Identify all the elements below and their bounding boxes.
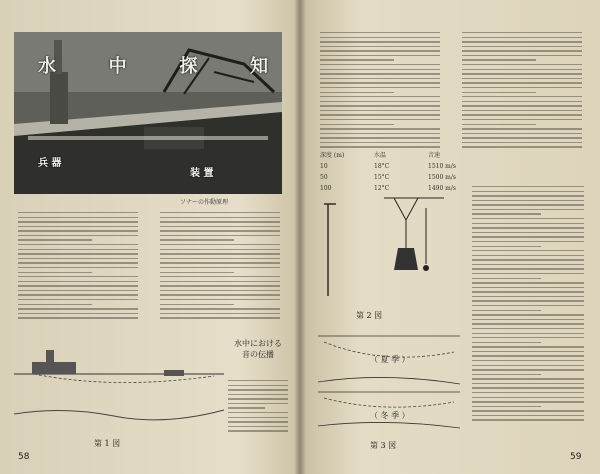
text-line	[320, 92, 394, 93]
text-line	[472, 191, 584, 192]
text-line	[160, 226, 280, 227]
text-line	[320, 119, 440, 120]
table-header-row	[320, 150, 468, 159]
text-line	[320, 142, 440, 143]
text-line	[320, 137, 440, 138]
text-line	[228, 412, 288, 413]
text-line	[462, 96, 582, 97]
text-line	[320, 87, 440, 88]
text-line	[18, 285, 138, 286]
text-line	[472, 406, 541, 407]
text-line	[472, 218, 584, 219]
text-line	[462, 137, 582, 138]
text-line	[472, 369, 584, 370]
text-line	[472, 374, 541, 375]
text-line	[472, 383, 584, 384]
text-line	[472, 300, 584, 301]
text-line	[18, 276, 138, 277]
text-line	[472, 195, 584, 196]
table-row	[320, 163, 468, 170]
text-line	[462, 73, 582, 74]
text-line	[472, 213, 541, 214]
text-line	[320, 50, 440, 51]
text-line	[462, 78, 582, 79]
table-cell: 50	[320, 174, 328, 181]
text-line	[18, 294, 138, 295]
table-cell: 10	[320, 163, 328, 170]
text-line	[472, 273, 584, 274]
text-line	[228, 380, 288, 381]
text-line	[160, 317, 280, 318]
text-line	[472, 255, 584, 256]
text-line	[472, 392, 584, 393]
text-line	[320, 96, 440, 97]
text-line	[160, 281, 280, 282]
photo-title-char: 水	[38, 56, 56, 77]
text-line	[462, 64, 582, 65]
text-line	[228, 385, 288, 386]
text-line	[18, 272, 92, 273]
text-line	[462, 124, 536, 125]
text-line	[320, 59, 394, 60]
text-line	[320, 46, 440, 47]
text-line	[472, 415, 584, 416]
photo-label-left: 兵 器	[38, 158, 62, 169]
text-line	[18, 226, 138, 227]
text-line	[160, 299, 280, 300]
text-line	[472, 342, 541, 343]
text-line	[472, 250, 584, 251]
photo-label-right: 装 置	[190, 168, 214, 179]
text-line	[472, 378, 584, 379]
text-line	[472, 209, 584, 210]
text-line	[462, 92, 536, 93]
text-line	[472, 232, 584, 233]
text-line	[320, 146, 440, 147]
text-line	[18, 212, 138, 213]
text-line	[462, 59, 536, 60]
text-line	[228, 430, 288, 431]
text-line	[228, 398, 288, 399]
text-line	[472, 204, 584, 205]
text-line	[320, 55, 440, 56]
table-header-cell: 水温	[374, 152, 387, 159]
text-line	[160, 249, 280, 250]
text-line	[18, 235, 138, 236]
text-line	[320, 41, 440, 42]
text-line	[462, 50, 582, 51]
text-line	[472, 333, 584, 334]
text-line	[472, 227, 584, 228]
side-caption-line: 水中における	[234, 339, 282, 348]
text-line	[320, 114, 440, 115]
text-line	[462, 105, 582, 106]
text-line	[472, 397, 584, 398]
table-header-cell: 音速	[428, 152, 441, 159]
text-line	[18, 230, 138, 231]
text-line	[462, 110, 582, 111]
text-line	[320, 64, 440, 65]
text-line	[472, 387, 584, 388]
photo-caption: ソナーの作動原理	[180, 199, 229, 206]
text-line	[462, 114, 582, 115]
text-line	[18, 239, 92, 240]
table-cell: 1500 m/s	[428, 174, 456, 181]
text-line	[160, 290, 280, 291]
figure-1-label: 第 1 図	[94, 439, 121, 448]
right-text-block-side	[472, 186, 584, 442]
page-number-left: 58	[18, 452, 30, 462]
figure-3-label: 第 3 図	[370, 441, 397, 450]
text-line	[18, 253, 138, 254]
figure-2-label: 第 2 図	[356, 311, 383, 320]
text-line	[320, 124, 394, 125]
table-cell: 1510 m/s	[428, 163, 456, 170]
text-line	[462, 55, 582, 56]
text-line	[472, 355, 584, 356]
text-line	[160, 258, 280, 259]
text-line	[18, 281, 138, 282]
side-caption-line: 音の伝播	[242, 350, 274, 359]
text-column	[18, 212, 138, 322]
text-line	[472, 314, 584, 315]
text-line	[462, 101, 582, 102]
text-line	[472, 360, 584, 361]
text-line	[18, 267, 138, 268]
table-cell: 12°C	[374, 185, 390, 192]
submarine-photo	[14, 32, 282, 194]
side-caption	[228, 338, 288, 360]
text-line	[228, 403, 288, 404]
page-number-right: 59	[570, 452, 582, 462]
text-line	[320, 82, 440, 83]
text-line	[472, 186, 584, 187]
text-line	[160, 308, 280, 309]
text-line	[472, 236, 584, 237]
text-line	[160, 304, 234, 305]
text-line	[18, 258, 138, 259]
text-column	[462, 32, 582, 150]
text-column	[160, 212, 280, 322]
table-cell: 18°C	[374, 163, 390, 170]
text-line	[462, 142, 582, 143]
figure-3-bottom-caption: （ 冬 季 ）	[370, 411, 410, 420]
figure-1-diagram	[14, 340, 226, 436]
text-line	[472, 264, 584, 265]
text-line	[228, 407, 265, 408]
text-line	[472, 291, 584, 292]
text-line	[228, 421, 288, 422]
text-line	[462, 46, 582, 47]
table-row	[320, 174, 468, 181]
text-line	[160, 262, 280, 263]
table-cell: 15°C	[374, 174, 390, 181]
text-line	[18, 221, 138, 222]
text-line	[18, 317, 138, 318]
text-line	[462, 87, 582, 88]
left-side-text	[228, 380, 288, 440]
photo-title-char: 探	[179, 56, 198, 77]
text-line	[160, 313, 280, 314]
text-line	[160, 244, 280, 245]
text-line	[18, 290, 138, 291]
text-line	[472, 337, 584, 338]
text-line	[472, 310, 541, 311]
text-line	[462, 41, 582, 42]
text-line	[472, 328, 584, 329]
text-line	[320, 37, 440, 38]
text-line	[160, 285, 280, 286]
table-cell: 100	[320, 185, 332, 192]
text-line	[228, 417, 288, 418]
text-line	[462, 82, 582, 83]
text-line	[462, 37, 582, 38]
text-line	[320, 133, 440, 134]
text-line	[18, 304, 92, 305]
text-line	[160, 212, 280, 213]
figure-2-diagram	[314, 186, 454, 310]
text-line	[160, 276, 280, 277]
text-line	[320, 128, 440, 129]
text-line	[320, 78, 440, 79]
text-line	[472, 319, 584, 320]
text-line	[472, 241, 584, 242]
right-text-block-top	[320, 32, 582, 150]
text-line	[320, 73, 440, 74]
text-line	[472, 296, 584, 297]
text-line	[160, 272, 234, 273]
text-line	[472, 278, 541, 279]
photo-title	[38, 52, 268, 78]
text-line	[472, 223, 584, 224]
text-line	[472, 287, 584, 288]
text-column	[472, 186, 584, 442]
text-line	[320, 69, 440, 70]
text-line	[472, 351, 584, 352]
text-line	[18, 299, 138, 300]
text-line	[18, 217, 138, 218]
text-line	[472, 323, 584, 324]
text-line	[472, 419, 584, 420]
text-line	[160, 239, 234, 240]
text-line	[320, 32, 440, 33]
text-line	[160, 221, 280, 222]
text-line	[228, 426, 288, 427]
text-line	[228, 394, 288, 395]
text-line	[472, 365, 584, 366]
text-line	[462, 119, 582, 120]
text-column	[320, 32, 440, 150]
text-line	[472, 200, 584, 201]
table-header-cell: 深度 (m)	[320, 152, 345, 159]
left-text-block	[18, 212, 280, 322]
text-line	[472, 401, 584, 402]
text-line	[18, 308, 138, 309]
text-line	[18, 249, 138, 250]
text-line	[160, 294, 280, 295]
text-line	[472, 282, 584, 283]
text-line	[320, 110, 440, 111]
text-line	[472, 268, 584, 269]
figure-3-top-caption: （ 夏 季 ）	[370, 355, 410, 364]
text-line	[472, 346, 584, 347]
text-line	[472, 410, 584, 411]
photo-title-char: 中	[108, 56, 127, 77]
text-line	[18, 244, 138, 245]
text-line	[160, 230, 280, 231]
text-line	[320, 105, 440, 106]
text-line	[228, 389, 288, 390]
text-line	[462, 128, 582, 129]
figure-3-diagram	[314, 322, 464, 440]
text-line	[462, 69, 582, 70]
right-page	[300, 0, 600, 474]
text-line	[160, 217, 280, 218]
text-line	[462, 146, 582, 147]
text-line	[160, 267, 280, 268]
text-line	[462, 32, 582, 33]
text-line	[160, 253, 280, 254]
text-line	[18, 262, 138, 263]
text-line	[320, 101, 440, 102]
photo-title-char: 知	[249, 56, 268, 77]
table-cell: 1490 m/s	[428, 185, 456, 192]
text-line	[472, 259, 584, 260]
text-line	[160, 235, 280, 236]
text-column	[228, 380, 288, 440]
text-line	[462, 133, 582, 134]
text-line	[18, 313, 138, 314]
text-line	[472, 246, 541, 247]
text-line	[472, 305, 584, 306]
